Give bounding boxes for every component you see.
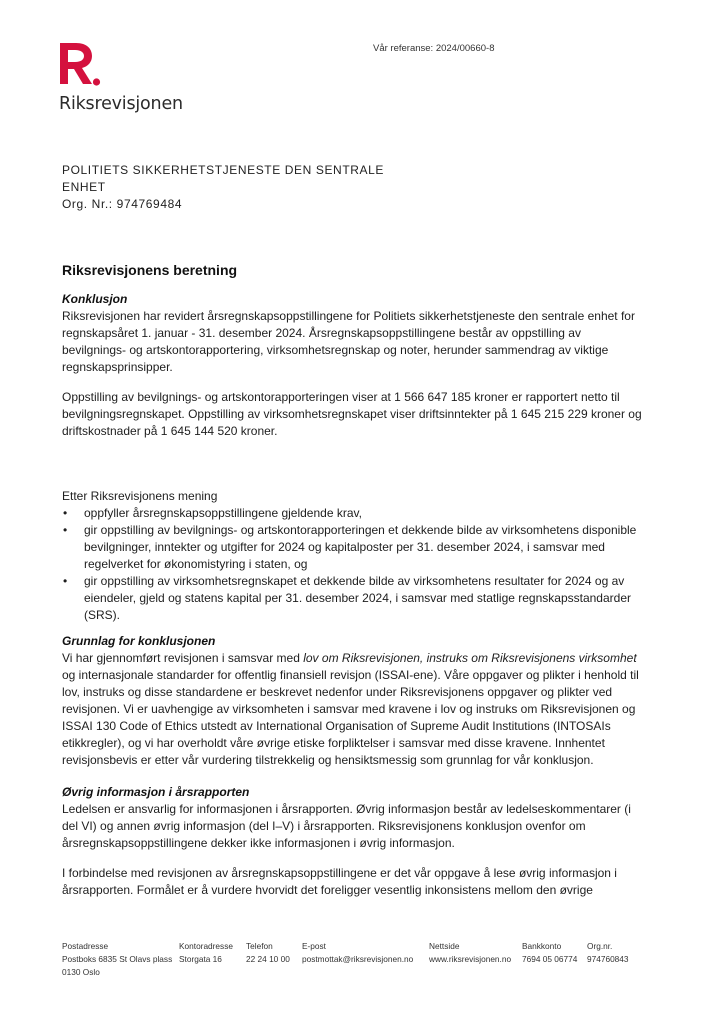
footer-value: Storgata 16 — [179, 954, 222, 964]
footer-label: Org.nr. — [587, 941, 613, 951]
footer-bank-account — [522, 940, 577, 966]
conclusion-paragraph-2: Oppstilling av bevilgnings- og artskontorapporteringen viser at 1 566 647 185 kroner er rapportert netto til bevilgningsregnskapet. Oppstilling av virksomhetsregnskapet viser driftsinntekter på 1 645 215 229 kroner og driftskostnader på 1 645 144 520 kroner. — [62, 390, 642, 438]
opinion-bullet: • gir oppstilling av virksomhetsregnskapet et dekkende bilde av virksomhetens resultater for 2024 og av eiendeler, gjeld og statens kapital per 31. desember 2024, i samsvar med statlige regnskapsstandarder (SRS). — [62, 573, 642, 624]
logo-text: Riksrevisjonen — [59, 94, 183, 114]
footer-value: Postboks 6835 St Olavs plass — [62, 954, 173, 964]
footer-value: 22 24 10 00 — [246, 954, 290, 964]
opinion-bullet: • oppfyller årsregnskapsoppstillingene gjeldende krav, — [62, 505, 642, 522]
basis-text-start: Vi har gjennomført revisjonen i samsvar med — [62, 651, 304, 665]
riksrevisjonen-logo — [59, 42, 189, 114]
footer-label: Bankkonto — [522, 941, 562, 951]
footer-website-link[interactable]: www.riksrevisjonen.no — [429, 954, 512, 964]
opinion-list — [62, 505, 642, 624]
reference-number: Vår referanse: 2024/00660-8 — [373, 43, 495, 54]
footer-label: Postadresse — [62, 941, 109, 951]
opinion-intro: Etter Riksrevisjonens mening — [62, 489, 218, 503]
section-heading-conclusion: Konklusjon — [62, 292, 128, 306]
basis-law-reference: lov om Riksrevisjonen, instruks om Riksrevisjonens virksomhet — [303, 651, 637, 665]
report-title: Riksrevisjonens beretning — [62, 262, 238, 278]
other-information-paragraph-2: I forbindelse med revisjonen av årsregnskapsoppstillingene er det vår oppgave å lese øvrig informasjon i årsrapporten. Formålet er å vurdere hvorvidt det foreligger vesentlig inkonsistens mellom den øvrige — [62, 866, 617, 897]
recipient-block — [62, 162, 384, 213]
basis-paragraph — [62, 650, 642, 769]
recipient-org-number: Org. Nr.: 974769484 — [62, 197, 183, 211]
recipient-name-line2: ENHET — [62, 180, 106, 194]
footer-label: Kontoradresse — [179, 941, 233, 951]
footer-label: Telefon — [246, 941, 273, 951]
footer-value: 7694 05 06774 — [522, 954, 578, 964]
footer-org-number — [587, 940, 629, 966]
footer-email — [302, 940, 413, 966]
opinion-bullet: • gir oppstilling av bevilgnings- og artskontorapporteringen et dekkende bilde av virksomhetens disponible bevilgninger, inntekter og utgifter for 2024 og kapitalposter per 31. desember 2024, i samsvar med regelverket for økonomistyring i staten, og — [62, 522, 642, 573]
conclusion-paragraph-1: Riksrevisjonen har revidert årsregnskapsoppstillingene for Politiets sikkerhetstjeneste den sentrale enhet for regnskapsåret 1. januar - 31. desember 2024. Årsregnskapsoppstillingene består av oppstilling av bevilgnings- og artskontorapportering, virksomhetsregnskap og noter, herunder sammendrag av viktige regnskapsprinsipper. — [62, 309, 635, 374]
footer-label: Nettside — [429, 941, 460, 951]
footer-office-address — [179, 940, 233, 966]
footer-label: E-post — [302, 941, 326, 951]
footer-website — [429, 940, 511, 966]
footer-value: 0130 Oslo — [62, 967, 100, 977]
footer-value: 974760843 — [587, 954, 629, 964]
footer-phone — [246, 940, 290, 966]
basis-text-end: og internasjonale standarder for offentlig finansiell revisjon (ISSAI-ene). Våre oppgaver og plikter i henhold til lov, instruks og disse standardene er beskrevet nedenfor under Riksrevisjonens oppgaver og plikter ved revisjonen. Vi er uavhengige av virksomheten i samsvar med kravene i lov og instruks om Riksrevisjonen og ISSAI 130 Code of Ethics utstedt av International Organisation of Supreme Audit Institutions (INTOSAIs etikkregler), og vi har overholdt våre øvrige etiske forpliktelser i samsvar med disse kravene. Innhentet revisjonsbevis er etter vår vurdering tilstrekkelig og hensiktsmessig som grunnlag for vår konklusjon. — [62, 668, 639, 767]
logo-r-mark-icon — [59, 42, 103, 88]
footer-postal-address — [62, 940, 172, 979]
footer-email-link[interactable]: postmottak@riksrevisjonen.no — [302, 954, 414, 964]
section-heading-other-information: Øvrig informasjon i årsrapporten — [62, 785, 250, 799]
recipient-name-line1: POLITIETS SIKKERHETSTJENESTE DEN SENTRALE — [62, 163, 384, 177]
other-information-paragraph-1: Ledelsen er ansvarlig for informasjonen i årsrapporten. Øvrig informasjon består av ledelseskommentarer (i del VI) og annen øvrig informasjon (del I–V) i årsrapporten. Riksrevisjonens konklusjon ovenfor om årsregnskapsoppstillingene dekker ikke informasjonen i øvrig informasjon. — [62, 802, 631, 850]
section-heading-basis: Grunnlag for konklusjonen — [62, 634, 216, 648]
report-body — [62, 262, 642, 899]
